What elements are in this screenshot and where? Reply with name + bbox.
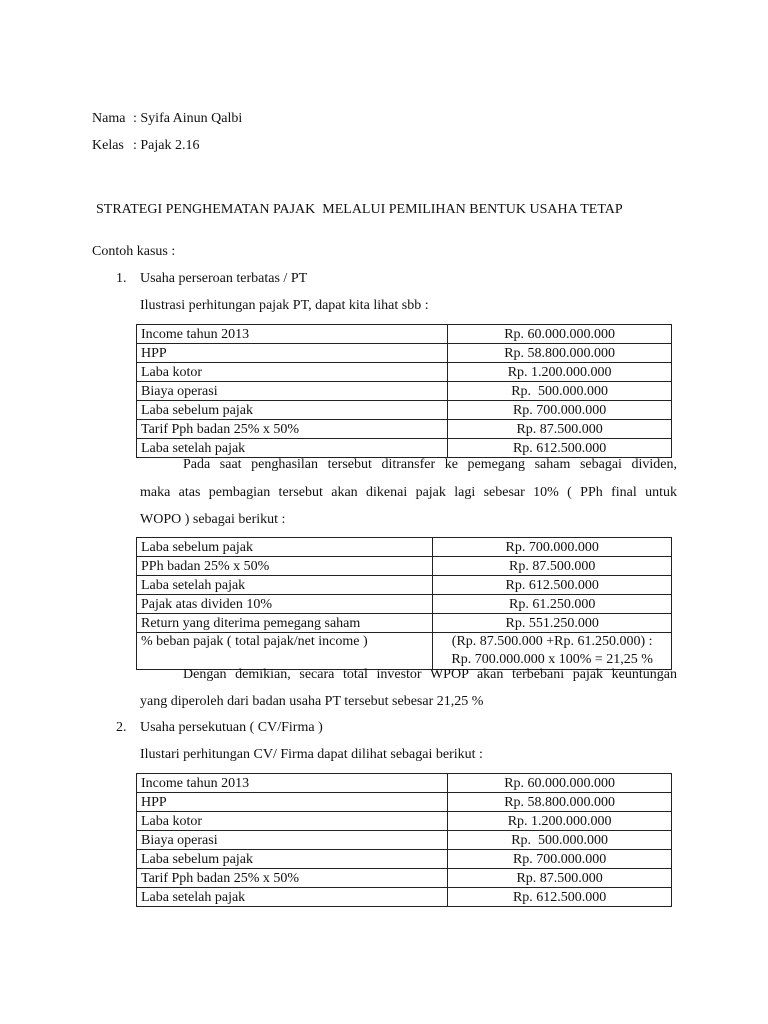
section1-heading bbox=[116, 271, 307, 287]
table-row bbox=[137, 831, 672, 850]
tax-burden-result: Rp. 700.000.000 x 100% = 21,25 % bbox=[451, 652, 653, 667]
name-label: Nama bbox=[92, 111, 126, 126]
table-row bbox=[137, 888, 672, 907]
section1-title: Usaha perseroan terbatas / PT bbox=[140, 271, 308, 286]
table-cell-value: Rp. 500.000.000 bbox=[448, 831, 672, 850]
table-cell-value: Rp. 612.500.000 bbox=[448, 888, 672, 907]
table-pt-income bbox=[136, 324, 672, 458]
table-cell-label: Tarif Pph badan 25% x 50% bbox=[137, 869, 448, 888]
table-row bbox=[137, 363, 672, 382]
table-cell-label: Income tahun 2013 bbox=[137, 325, 448, 344]
table-cell-label: Laba setelah pajak bbox=[137, 576, 433, 595]
table-cell-value: Rp. 58.800.000.000 bbox=[448, 793, 672, 812]
paragraph1-line3: WOPO ) sebagai berikut : bbox=[140, 512, 286, 527]
table-cell-label: Laba setelah pajak bbox=[137, 888, 448, 907]
table-cell-label: Laba sebelum pajak bbox=[137, 538, 433, 557]
class-label: Kelas bbox=[92, 138, 124, 153]
paragraph1-line1: Pada saat penghasilan tersebut ditransfer ke pemegang saham sebagai dividen, bbox=[183, 457, 677, 472]
table-row bbox=[137, 420, 672, 439]
document-title: STRATEGI PENGHEMATAN PAJAK MELALUI PEMILIHAN BENTUK USAHA TETAP bbox=[96, 202, 623, 217]
table-row bbox=[137, 774, 672, 793]
table-row bbox=[137, 633, 672, 670]
section1-number: 1. bbox=[116, 271, 127, 286]
paragraph1-line2: maka atas pembagian tersebut akan dikenai pajak lagi sebesar 10% ( PPh final untuk bbox=[140, 485, 677, 500]
table-cell-value: Rp. 700.000.000 bbox=[448, 850, 672, 869]
table-cell-label: Laba kotor bbox=[137, 363, 448, 382]
table-cell-value: Rp. 87.500.000 bbox=[448, 869, 672, 888]
section1-subtitle: Ilustrasi perhitungan pajak PT, dapat kita lihat sbb : bbox=[140, 298, 429, 313]
paragraph2-line1: Dengan demikian, secara total investor WPOP akan terbebani pajak keuntungan bbox=[183, 667, 677, 682]
table-row bbox=[137, 401, 672, 420]
table-cell-label: Tarif Pph badan 25% x 50% bbox=[137, 420, 448, 439]
table-row bbox=[137, 850, 672, 869]
table-cell-label: Biaya operasi bbox=[137, 831, 448, 850]
name-row bbox=[92, 111, 242, 127]
table-cell-value: Rp. 1.200.000.000 bbox=[448, 363, 672, 382]
intro-text: Contoh kasus : bbox=[92, 244, 176, 259]
table-cell-value: Rp. 60.000.000.000 bbox=[448, 325, 672, 344]
table-cell-label: Income tahun 2013 bbox=[137, 774, 448, 793]
table-cell-value: Rp. 612.500.000 bbox=[433, 576, 672, 595]
table-row bbox=[137, 576, 672, 595]
table-cell-label: % beban pajak ( total pajak/net income ) bbox=[137, 633, 433, 670]
table-cell-value: Rp. 612.500.000 bbox=[448, 439, 672, 458]
section2-number: 2. bbox=[116, 720, 127, 735]
table-row bbox=[137, 595, 672, 614]
table-row bbox=[137, 793, 672, 812]
table-cell-value: Rp. 87.500.000 bbox=[448, 420, 672, 439]
table-cell-value: Rp. 58.800.000.000 bbox=[448, 344, 672, 363]
table-pt-dividend bbox=[136, 537, 672, 670]
class-row bbox=[92, 138, 200, 154]
table-cell-value: Rp. 700.000.000 bbox=[433, 538, 672, 557]
table-cell-label: Laba setelah pajak bbox=[137, 439, 448, 458]
table-cell-label: Return yang diterima pemegang saham bbox=[137, 614, 433, 633]
table-cv-income bbox=[136, 773, 672, 907]
table-cell-value: Rp. 61.250.000 bbox=[433, 595, 672, 614]
table-cell-value: Rp. 700.000.000 bbox=[448, 401, 672, 420]
section2-title: Usaha persekutuan ( CV/Firma ) bbox=[140, 720, 323, 735]
table-row bbox=[137, 325, 672, 344]
table-cell-label: HPP bbox=[137, 344, 448, 363]
table-cell-value: Rp. 60.000.000.000 bbox=[448, 774, 672, 793]
table-cell-label: PPh badan 25% x 50% bbox=[137, 557, 433, 576]
table-cell-label: Laba sebelum pajak bbox=[137, 401, 448, 420]
name-value: : Syifa Ainun Qalbi bbox=[133, 111, 243, 126]
table-cell-label: Laba sebelum pajak bbox=[137, 850, 448, 869]
tax-burden-formula: (Rp. 87.500.000 +Rp. 61.250.000) : bbox=[451, 634, 653, 649]
table-row bbox=[137, 869, 672, 888]
table-row bbox=[137, 614, 672, 633]
class-value: : Pajak 2.16 bbox=[133, 138, 200, 153]
table-cell-label: HPP bbox=[137, 793, 448, 812]
table-row bbox=[137, 382, 672, 401]
table-row bbox=[137, 538, 672, 557]
table-row bbox=[137, 812, 672, 831]
table-cell-value: Rp. 87.500.000 bbox=[433, 557, 672, 576]
table-cell-label: Laba kotor bbox=[137, 812, 448, 831]
table-cell-value: Rp. 500.000.000 bbox=[448, 382, 672, 401]
table-cell-label: Biaya operasi bbox=[137, 382, 448, 401]
paragraph2-line2: yang diperoleh dari badan usaha PT tersebut sebesar 21,25 % bbox=[140, 694, 484, 709]
table-cell-label: Pajak atas dividen 10% bbox=[137, 595, 433, 614]
table-cell-value: Rp. 551.250.000 bbox=[433, 614, 672, 633]
table-row bbox=[137, 557, 672, 576]
section2-subtitle: Ilustari perhitungan CV/ Firma dapat dilihat sebagai berikut : bbox=[140, 747, 483, 762]
table-cell-value bbox=[433, 633, 672, 670]
table-cell-value: Rp. 1.200.000.000 bbox=[448, 812, 672, 831]
table-row bbox=[137, 439, 672, 458]
table-row bbox=[137, 344, 672, 363]
section2-heading bbox=[116, 720, 323, 736]
